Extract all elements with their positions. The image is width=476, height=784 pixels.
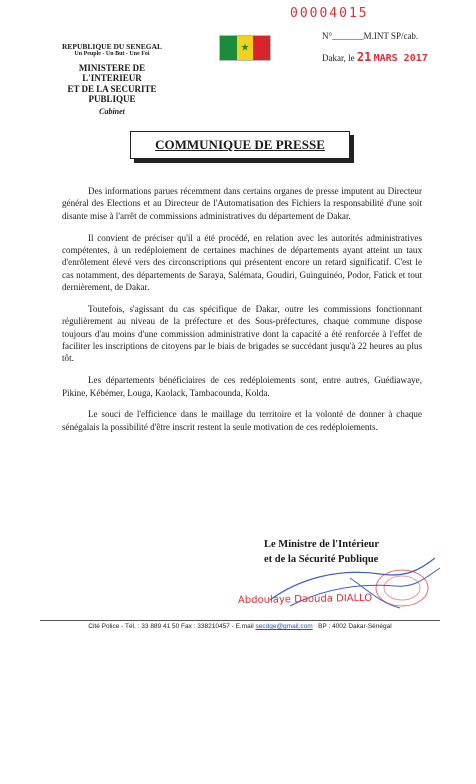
ministry-name (52, 63, 172, 104)
footer-divider (40, 620, 440, 621)
date-line (322, 50, 428, 64)
footer-email-link[interactable]: secdge@gmail.com (255, 623, 313, 630)
ministry-line-1: MINISTERE DE L'INTERIEUR (78, 62, 146, 84)
signature-line-2: et de la Sécurité Publique (264, 553, 379, 565)
footer-contact (40, 623, 440, 630)
paragraph-1: Des informations parues récemment dans certains organes de presse imputent au Directeur général des Elections et au Directeur de l'Automatisation des Fichiers la responsabilité d'une soit disante mise à l'arrêt de commissions administratives du département de Dakar. (62, 186, 422, 221)
document-stamp-number: 00004015 (290, 6, 369, 21)
page-title: COMMUNIQUE DE PRESSE (130, 131, 350, 159)
ministry-line-2: ET DE LA SECURITE PUBLIQUE (67, 83, 157, 104)
paragraph-2: Il convient de préciser qu'il a été procédé, en relation avec les autorités administratives compétentes, à un redéploiement de certaines machines de départements ayant atteint un taux d'enrôlement élevé vers des circonscriptions qui présentent encore un retard significatif. C'est le cas notamment, des départements de Saraya, Salémata, Goudiri, Guinguinéo, Podor, Fatick et tout dernièrement, de Dakar. (62, 232, 422, 293)
paragraph-5: Le souci de l'efficience dans le maillage du territoire et la volonté de donner à chaque sénégalais la possibilité d'être inscrit restent la seule motivation de ces redéploiements. (62, 409, 422, 432)
flag-yellow-band (237, 36, 254, 60)
flag-star-icon: ★ (240, 42, 250, 54)
press-release-body (62, 185, 422, 443)
flag-red-band (253, 36, 270, 60)
date-day: 21 (356, 50, 372, 64)
paragraph-4: Les départements bénéficiaires de ces redéploiements sont, entre autres, Guédiawaye, Pikine, Kébémer, Louga, Kaolack, Tambacounda, Kolda. (62, 375, 422, 398)
signature-line-1: Le Ministre de l'Intérieur (264, 539, 379, 550)
date-prefix: Dakar, le (322, 53, 355, 63)
reference-number: N°_______M.INT SP/cab. (322, 31, 419, 41)
republic-name: REPUBLIQUE DU SENEGAL (61, 42, 163, 51)
footer-address: Cité Police - Tél. : 33 889 41 50 Fax : 338210457 - E.mail (88, 623, 254, 630)
senegal-flag-icon (219, 35, 271, 61)
signatory-name-stamp: Abdoulaye Daouda DIALLO (237, 592, 373, 607)
handwritten-signature (230, 548, 450, 618)
paragraph-3: Toutefois, s'agissant du cas spécifique de Dakar, outre les commissions fonctionnant régulièrement au niveau de la préfecture et des Sous-préfectures, chaque commune dispose toujours d'au moins d'une commission administrative dont la capacité a été renforcée à l'effet de faciliter les inscriptions de citoyens par le biais de brigades se succédant jusqu'à 22 heures au plus tôt. (62, 303, 422, 364)
footer-postal: BP : 4002 Dakar-Sénégal (318, 623, 392, 630)
cabinet-label: Cabinet (99, 107, 125, 117)
flag-green-band (220, 36, 237, 60)
date-month-year: MARS 2017 (373, 53, 428, 64)
national-motto: Un Peuple - Un But - Une Foi (74, 51, 150, 58)
letterhead (52, 43, 172, 117)
